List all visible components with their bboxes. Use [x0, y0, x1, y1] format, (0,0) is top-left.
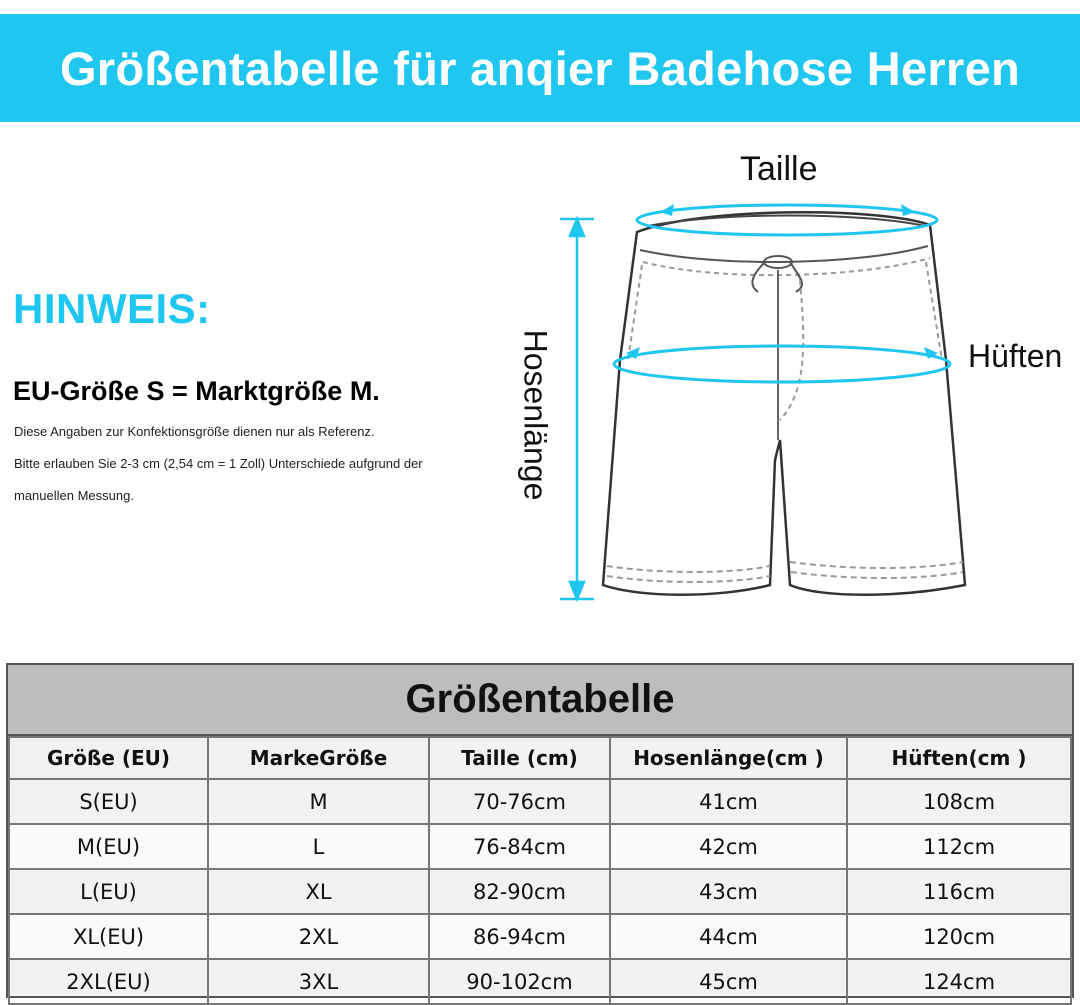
header-waist: Taille (cm) — [429, 737, 610, 779]
cell-brand-size: M — [208, 779, 429, 824]
cell-hips: 112cm — [847, 824, 1071, 869]
page-title: Größentabelle für anqier Badehose Herren — [59, 41, 1021, 95]
header-size-eu: Größe (EU) — [9, 737, 208, 779]
cell-brand-size: 3XL — [208, 959, 429, 1004]
cell-length: 42cm — [610, 824, 847, 869]
cell-waist: 76-84cm — [429, 824, 610, 869]
cell-length: 41cm — [610, 779, 847, 824]
cell-length: 44cm — [610, 914, 847, 959]
cell-waist: 86-94cm — [429, 914, 610, 959]
length-arrow — [560, 219, 594, 599]
cell-size-eu: M(EU) — [9, 824, 208, 869]
waist-label: Taille — [740, 150, 818, 188]
header-hips: Hüften(cm ) — [847, 737, 1071, 779]
cell-brand-size: L — [208, 824, 429, 869]
header-length: Hosenlänge(cm ) — [610, 737, 847, 779]
waist-arrow-right — [901, 204, 915, 216]
cell-waist: 70-76cm — [429, 779, 610, 824]
shorts-outline — [603, 212, 965, 594]
cell-hips: 120cm — [847, 914, 1071, 959]
hip-label: Hüften — [968, 338, 1063, 374]
cell-length: 43cm — [610, 869, 847, 914]
cell-waist: 90-102cm — [429, 959, 610, 1004]
cell-hips: 116cm — [847, 869, 1071, 914]
cell-size-eu: L(EU) — [9, 869, 208, 914]
table-row — [9, 959, 1071, 1004]
title-banner — [0, 14, 1080, 122]
table-row — [9, 824, 1071, 869]
table-row — [9, 914, 1071, 959]
table-row — [9, 869, 1071, 914]
cell-brand-size: XL — [208, 869, 429, 914]
note-line-1: Diese Angaben zur Konfektionsgröße dienen nur als Referenz. — [14, 424, 375, 439]
table-row — [9, 779, 1071, 824]
size-table — [6, 663, 1074, 998]
cell-hips: 108cm — [847, 779, 1071, 824]
cell-size-eu: 2XL(EU) — [9, 959, 208, 1004]
length-label: Hosenlänge — [517, 329, 554, 501]
eu-size-note: EU-Größe S = Marktgröße M. — [13, 376, 380, 406]
note-line-2: Bitte erlauben Sie 2-3 cm (2,54 cm = 1 Zoll) Unterschiede aufgrund der — [14, 456, 423, 471]
cell-size-eu: XL(EU) — [9, 914, 208, 959]
cell-waist: 82-90cm — [429, 869, 610, 914]
note-heading: HINWEIS: — [13, 285, 211, 332]
table-title: Größentabelle — [8, 665, 1072, 736]
size-grid — [8, 736, 1072, 1005]
cell-size-eu: S(EU) — [9, 779, 208, 824]
table-header-row — [9, 737, 1071, 779]
cell-hips: 124cm — [847, 959, 1071, 1004]
cell-brand-size: 2XL — [208, 914, 429, 959]
header-brand-size: MarkeGröße — [208, 737, 429, 779]
waist-arrow-left — [660, 204, 674, 216]
shorts-diagram — [510, 140, 1080, 620]
note-line-3: manuellen Messung. — [14, 488, 134, 503]
cell-length: 45cm — [610, 959, 847, 1004]
